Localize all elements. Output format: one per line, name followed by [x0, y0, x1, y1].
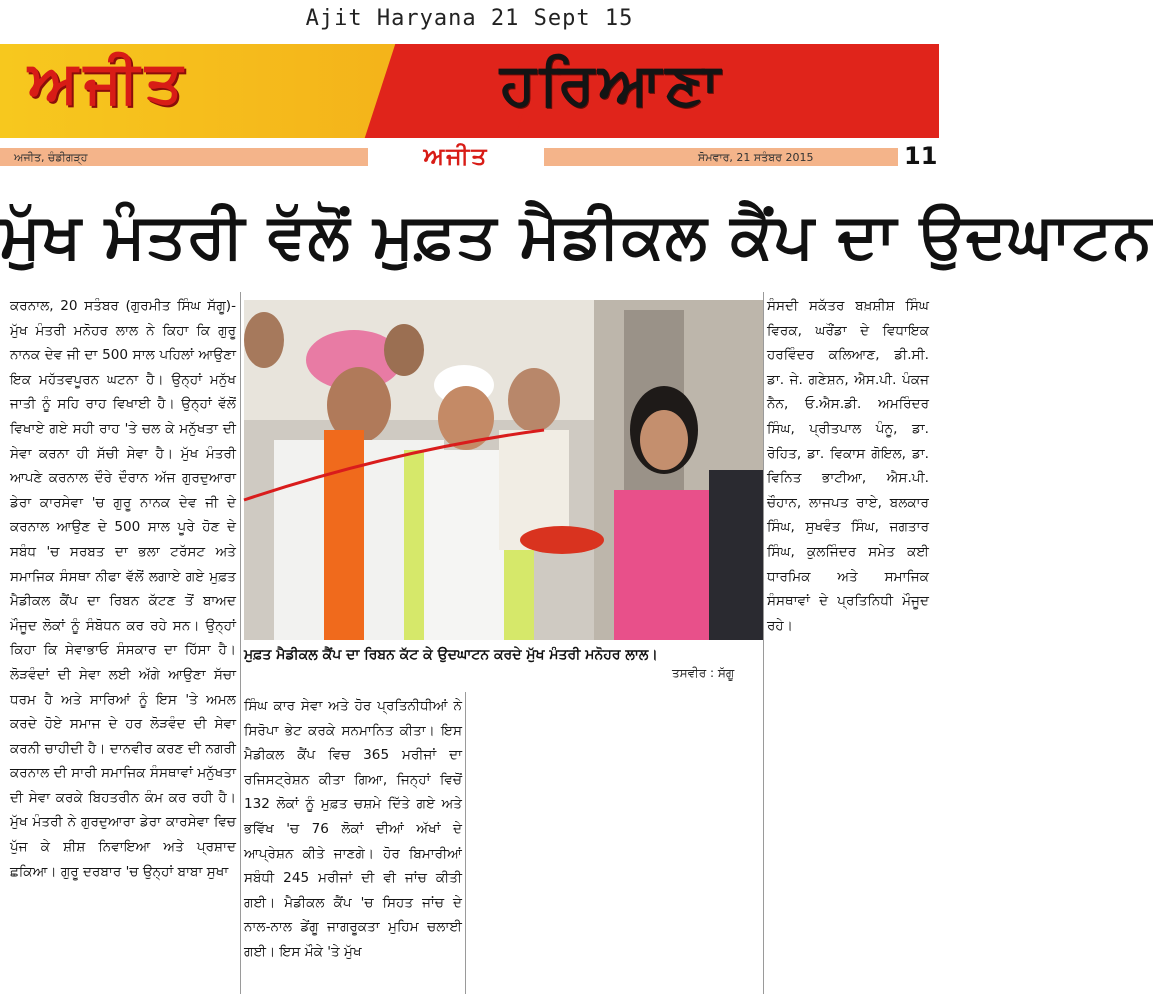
column-rule-2	[465, 692, 466, 994]
article-column-1: ਕਰਨਾਲ, 20 ਸਤੰਬਰ (ਗੁਰਮੀਤ ਸਿੰਘ ਸੱਗੂ)- ਮੁੱਖ ਮੰਤਰੀ ਮਨੋਹਰ ਲਾਲ ਨੇ ਕਿਹਾ ਕਿ ਗੁਰੂ ਨਾਨਕ ਦੇਵ ਜੀ ਦਾ 500 ਸਾਲ ਪਹਿਲਾਂ ਆਉਣਾ ਇਕ ਮਹੱਤਵਪੂਰਨ ਘਟਨਾ ਹੈ। ਉਨ੍ਹਾਂ ਮਨੁੱਖ ਜਾਤੀ ਨੂੰ ਸਹਿ ਰਾਹ ਵਿਖਾਈ ਹੈ। ਉਨ੍ਹਾਂ ਵੱਲੋਂ ਵਿਖਾਏ ਗਏ ਸਹੀ ਰਾਹ 'ਤੇ ਚਲ ਕੇ ਮਨੁੱਖਤਾ ਦੀ ਸੇਵਾ ਕਰਨਾ ਹੀ ਸੱਚੀ ਸੇਵਾ ਹੈ। ਮੁੱਖ ਮੰਤਰੀ ਆਪਣੇ ਕਰਨਾਲ ਦੌਰੇ ਦੌਰਾਨ ਅੱਜ ਗੁਰਦੁਆਰਾ ਡੇਰਾ ਕਾਰਸੇਵਾ 'ਚ ਗੁਰੂ ਨਾਨਕ ਦੇਵ ਜੀ ਦੇ ਕਰਨਾਲ ਆਉਣ ਦੇ 500 ਸਾਲ ਪੂਰੇ ਹੋਣ ਦੇ ਸਬੰਧ 'ਚ ਸਰਬਤ ਦਾ ਭਲਾ ਟਰੱਸਟ ਅਤੇ ਸਮਾਜਿਕ ਸੰਸਥਾ ਨੀਫਾ ਵੱਲੋਂ ਲਗਾਏ ਗਏ ਮੁਫ਼ਤ ਮੈਡੀਕਲ ਕੈਂਪ ਦਾ ਰਿਬਨ ਕੱਟਣ ਤੋਂ ਬਾਅਦ ਮੌਜੂਦ ਲੋਕਾਂ ਨੂੰ ਸੰਬੋਧਨ ਕਰ ਰਹੇ ਸਨ। ਉਨ੍ਹਾਂ ਕਿਹਾ ਕਿ ਸੇਵਾਭਾਓ ਸੰਸਕਾਰ ਦਾ ਹਿੱਸਾ ਹੈ। ਲੋੜਵੰਦਾਂ ਦੀ ਸੇਵਾ ਲਈ ਅੱਗੇ ਆਉਣਾ ਸੱਚਾ ਧਰਮ ਹੈ ਅਤੇ ਸਾਰਿਆਂ ਨੂੰ ਇਸ 'ਤੇ ਅਮਲ ਕਰਦੇ ਹੋਏ ਸਮਾਜ ਦੇ ਹਰ ਲੋੜਵੰਦ ਦੀ ਸੇਵਾ ਕਰਨੀ ਚਾਹੀਦੀ ਹੈ। ਦਾਨਵੀਰ ਕਰਣ ਦੀ ਨਗਰੀ ਕਰਨਾਲ ਦੀ ਸਾਰੀ ਸਮਾਜਿਕ ਸੰਸਥਾਵਾਂ ਮਨੁੱਖਤਾ ਦੀ ਸੇਵਾ ਕਰਕੇ ਬਿਹਤਰੀਨ ਕੰਮ ਕਰ ਰਹੀ ਹੈ। ਮੁੱਖ ਮੰਤਰੀ ਨੇ ਗੁਰਦੁਆਰਾ ਡੇਰਾ ਕਾਰਸੇਵਾ ਵਿਚ ਪੁੱਜ ਕੇ ਸ਼ੀਸ਼ ਨਿਵਾਇਆ ਅਤੇ ਪ੍ਰਸ਼ਾਦ ਛਕਿਆ। ਗੁਰੂ ਦਰਬਾਰ 'ਚ ਉਨ੍ਹਾਂ ਬਾਬਾ ਸੁਖਾ	[10, 298, 236, 880]
folio-strip	[0, 140, 939, 174]
photo-caption: ਮੁਫ਼ਤ ਮੈਡੀਕਲ ਕੈਂਪ ਦਾ ਰਿਬਨ ਕੱਟ ਕੇ ਉਦਘਾਟਨ ਕਰਦੇ ਮੁੱਖ ਮੰਤਰੀ ਮਨੋਹਰ ਲਾਲ।	[244, 647, 658, 663]
page-number: 11	[904, 142, 938, 170]
article-column-3: ਸੰਸਦੀ ਸਕੱਤਰ ਬਖ਼ਸ਼ੀਸ਼ ਸਿੰਘ ਵਿਰਕ, ਘਰੌਂਡਾ ਦੇ ਵਿਧਾਇਕ ਹਰਵਿੰਦਰ ਕਲਿਆਣ, ਡੀ.ਸੀ. ਡਾ. ਜੇ. ਗਣੇਸ਼ਨ, ਐਸ.ਪੀ. ਪੰਕਜ ਨੈਨ, ਓ.ਐਸ.ਡੀ. ਅਮਰਿੰਦਰ ਸਿੰਘ, ਪ੍ਰੀਤਪਾਲ ਪੰਨੂ, ਡਾ. ਰੋਹਿਤ, ਡਾ. ਵਿਕਾਸ ਗੋਇਲ, ਡਾ. ਵਿਨਿਤ ਭਾਟੀਆ, ਐਸ.ਪੀ. ਚੌਹਾਨ, ਲਾਜਪਤ ਰਾਏ, ਬਲਕਾਰ ਸਿੰਘ, ਸੁਖਵੰਤ ਸਿੰਘ, ਜਗਤਾਰ ਸਿੰਘ, ਕੁਲਜਿੰਦਰ ਸਮੇਤ ਕਈ ਧਾਰਮਿਕ ਅਤੇ ਸਮਾਜਿਕ ਸੰਸਥਾਵਾਂ ਦੇ ਪ੍ਰਤਿਨਿਧੀ ਮੌਜੂਦ ਰਹੇ।	[767, 298, 929, 634]
news-photo-illustration	[244, 300, 764, 640]
column-rule-3	[763, 292, 764, 994]
masthead-brand-ajit: ਅਜੀਤ	[28, 48, 189, 116]
headline: ਮੁੱਖ ਮੰਤਰੀ ਵੱਲੋਂ ਮੁਫ਼ਤ ਮੈਡੀਕਲ ਕੈਂਪ ਦਾ ਉਦਘਾਟਨ	[0, 199, 1153, 272]
news-photo	[244, 300, 764, 640]
page-caption: Ajit Haryana 21 Sept 15	[305, 6, 634, 31]
masthead-brand-haryana: ਹਰਿਆਣਾ	[500, 50, 724, 118]
folio-logo: ਅਜੀਤ	[368, 142, 544, 172]
folio-dateline: ਅਜੀਤ, ਚੰਡੀਗੜ੍ਹ	[14, 151, 88, 164]
column-rule-1	[240, 292, 241, 994]
masthead	[0, 44, 939, 138]
folio-date: ਸੋਮਵਾਰ, 21 ਸਤੰਬਰ 2015	[698, 151, 814, 164]
article-column-2: ਸਿੰਘ ਕਾਰ ਸੇਵਾ ਅਤੇ ਹੋਰ ਪ੍ਰਤਿਨੀਧੀਆਂ ਨੇ ਸਿਰੋਪਾ ਭੇਟ ਕਰਕੇ ਸਨਮਾਨਿਤ ਕੀਤਾ। ਇਸ ਮੈਡੀਕਲ ਕੈਂਪ ਵਿਚ 365 ਮਰੀਜਾਂ ਦਾ ਰਜਿਸਟ੍ਰੇਸ਼ਨ ਕੀਤਾ ਗਿਆ, ਜਿਨ੍ਹਾਂ ਵਿਚੋਂ 132 ਲੋਕਾਂ ਨੂੰ ਮੁਫ਼ਤ ਚਸ਼ਮੇ ਦਿੱਤੇ ਗਏ ਅਤੇ ਭਵਿੱਖ 'ਚ 76 ਲੋਕਾਂ ਦੀਆਂ ਅੱਖਾਂ ਦੇ ਆਪ੍ਰੇਸ਼ਨ ਕੀਤੇ ਜਾਣਗੇ। ਹੋਰ ਬਿਮਾਰੀਆਂ ਸਬੰਧੀ 245 ਮਰੀਜਾਂ ਦੀ ਵੀ ਜਾਂਚ ਕੀਤੀ ਗਈ। ਮੈਡੀਕਲ ਕੈਂਪ 'ਚ ਸਿਹਤ ਜਾਂਚ ਦੇ ਨਾਲ-ਨਾਲ ਡੇਂਗੂ ਜਾਗਰੂਕਤਾ ਮੁਹਿਮ ਚਲਾਈ ਗਈ। ਇਸ ਮੌਕੇ 'ਤੇ ਮੁੱਖ	[244, 698, 462, 960]
photo-credit: ਤਸਵੀਰ : ਸੱਗੂ	[672, 666, 735, 680]
